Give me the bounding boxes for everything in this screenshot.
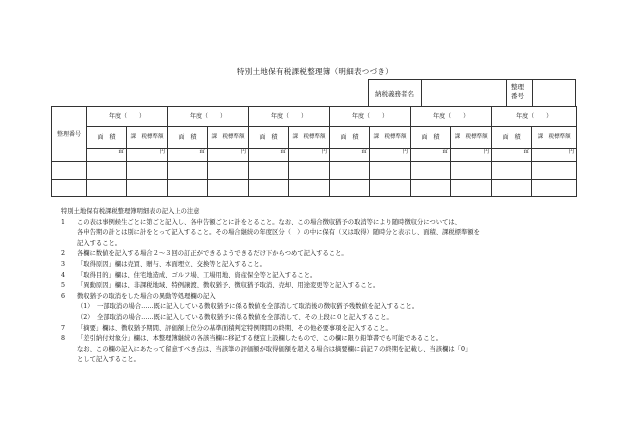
table-cell <box>127 162 168 180</box>
unit-area: ㎡ <box>411 149 451 162</box>
unit-yen: 円 <box>208 149 249 162</box>
table-cell <box>451 162 492 180</box>
year-header: 年度（ ） <box>249 107 330 127</box>
ledger-body <box>52 107 577 197</box>
year-header: 年度（ ） <box>411 107 492 127</box>
tax-standard-header: 課 税標準額 <box>208 127 249 149</box>
note-line <box>61 313 591 324</box>
note-text: 各欄に数値を記入する場合２〜３回の訂正ができるようできるだけ下からつめて記入すること。 <box>77 250 348 258</box>
unit-area: ㎡ <box>492 149 532 162</box>
table-cell <box>249 162 289 180</box>
note-line <box>61 228 591 239</box>
table-row <box>52 162 577 180</box>
divider <box>421 80 422 106</box>
table-cell <box>330 162 370 180</box>
note-text: なお、この欄の記入にあたって留意すべき点は、当該筆の評価額が取得価額を超える場合は摘要欄に前記７の終期を記載し、当該欄は「0」 <box>77 345 472 353</box>
table-cell <box>492 162 532 180</box>
note-text: 「摘要」欄は、徴収猶予期間、評価額上位分の基準面積判定特例期間の終期、その他必要事項を記入すること。 <box>77 324 392 332</box>
table-row <box>52 180 577 197</box>
table-cell <box>289 162 330 180</box>
area-header: 面 積 <box>411 127 451 149</box>
row-header-reference-number: 整理番号 <box>52 107 87 162</box>
tax-standard-header: 課 税標準額 <box>289 127 330 149</box>
area-header: 面 積 <box>87 127 127 149</box>
area-header: 面 積 <box>249 127 289 149</box>
unit-row <box>52 149 577 162</box>
area-header: 面 積 <box>492 127 532 149</box>
note-text: 記入すること。 <box>77 239 122 247</box>
table-cell <box>87 162 127 180</box>
note-text: 「差引納付対象分」欄は、本整理簿継続の各該当欄に移記する便宜上設欄したもので、この欄に限り鉛筆書でも可能であること。 <box>77 335 443 343</box>
note-line <box>61 249 591 260</box>
note-line <box>61 281 591 292</box>
table-cell <box>370 180 411 197</box>
note-text: 全部取消の場合……既に記入している徴収猶予に係る数値を全部消して、その上段に０と記入すること。 <box>97 313 393 321</box>
area-header: 面 積 <box>168 127 208 149</box>
unit-area: ㎡ <box>87 149 127 162</box>
table-cell <box>532 162 577 180</box>
year-header: 年度（ ） <box>330 107 411 127</box>
note-number: 6 <box>61 292 66 300</box>
unit-yen: 円 <box>289 149 330 162</box>
note-number: 8 <box>61 335 66 343</box>
table-cell <box>87 180 127 197</box>
table-cell <box>532 180 577 197</box>
note-number: 4 <box>61 271 66 279</box>
taxpayer-name-label: 納税義務者名 <box>375 90 414 98</box>
table-cell <box>52 180 87 197</box>
note-text: 徴収猶予の取消をした場合の異動等処理欄の記入 <box>77 292 216 300</box>
note-text: 一部取消の場合……既に記入している徴収猶予に係る数値を全部消して取消後の徴収猶予残数値を記入すること。 <box>97 303 419 311</box>
note-text: 「取得原因」欄は売買、贈与、本面埋立、交換等と記入すること。 <box>77 260 266 268</box>
note-line <box>61 345 591 356</box>
note-line <box>61 292 591 303</box>
ledger-table <box>51 106 577 197</box>
tax-standard-header: 課 税標準額 <box>127 127 168 149</box>
table-cell <box>411 162 451 180</box>
notes-title: 特別土地保有税課税整理簿明細表の記入上の注意 <box>61 208 200 215</box>
note-line <box>61 260 591 271</box>
document-title: 特別土地保有税課税整理簿（明細表つづき） <box>237 67 393 76</box>
note-line <box>61 239 591 250</box>
note-line <box>61 355 591 366</box>
note-number: 7 <box>61 324 66 332</box>
unit-area: ㎡ <box>330 149 370 162</box>
year-row <box>52 107 577 127</box>
tax-standard-header: 課 税標準額 <box>370 127 411 149</box>
table-cell <box>370 162 411 180</box>
note-text: 「取得目的」欄は、住宅地造成、ゴルフ場、工場用地、資産保全等と記入すること。 <box>77 271 317 279</box>
reference-number-box <box>505 79 576 107</box>
unit-yen: 円 <box>532 149 577 162</box>
note-line <box>61 302 591 313</box>
table-cell <box>168 162 208 180</box>
table-cell <box>208 180 249 197</box>
table-cell <box>168 180 208 197</box>
unit-yen: 円 <box>127 149 168 162</box>
note-number: （1） <box>77 303 94 311</box>
table-cell <box>492 180 532 197</box>
note-number: 3 <box>61 260 66 268</box>
area-header: 面 積 <box>330 127 370 149</box>
table-cell <box>451 180 492 197</box>
unit-area: ㎡ <box>168 149 208 162</box>
tax-standard-header: 課 税標準額 <box>451 127 492 149</box>
unit-area: ㎡ <box>249 149 289 162</box>
table-cell <box>208 162 249 180</box>
taxpayer-name-box <box>368 79 507 107</box>
table-cell <box>411 180 451 197</box>
table-cell <box>330 180 370 197</box>
year-header: 年度（ ） <box>87 107 168 127</box>
note-line <box>61 324 591 335</box>
note-number: 1 <box>61 218 66 226</box>
note-text: 「異動原因」欄は、非課税地域、特例譲渡、徴収猶予、徴収猶予取消、売却、用途変更等と記入すること。 <box>77 282 380 290</box>
table-cell <box>127 180 168 197</box>
divider <box>532 80 533 106</box>
table-cell <box>289 180 330 197</box>
note-text: この表は事例候生ごとに第ごと記入し、各申告額ごとに計をとること。なお、この場合徴収猶予の取消等により随時徴収分については、 <box>77 218 461 226</box>
tax-standard-header: 課 税標準額 <box>532 127 577 149</box>
unit-yen: 円 <box>451 149 492 162</box>
note-line <box>61 334 591 345</box>
note-line <box>61 218 591 229</box>
year-header: 年度（ ） <box>492 107 577 127</box>
note-text: として記入すること。 <box>77 356 140 364</box>
reference-number-label: 整理番号 <box>511 83 524 100</box>
note-number: 5 <box>61 282 66 290</box>
year-header: 年度（ ） <box>168 107 249 127</box>
table-cell <box>52 162 87 180</box>
note-number: 2 <box>61 250 66 258</box>
note-text: 各申告期の計とは別に計をとって記入すること。その場合継続の年度区分（ ）の中に保有（又は取得）随時分と表示し、面積、課税標準額を <box>77 229 480 237</box>
note-line <box>61 271 591 282</box>
table-cell <box>249 180 289 197</box>
note-number: （2） <box>77 313 94 321</box>
notes-section <box>61 207 591 366</box>
unit-yen: 円 <box>370 149 411 162</box>
subheader-row <box>52 127 577 149</box>
